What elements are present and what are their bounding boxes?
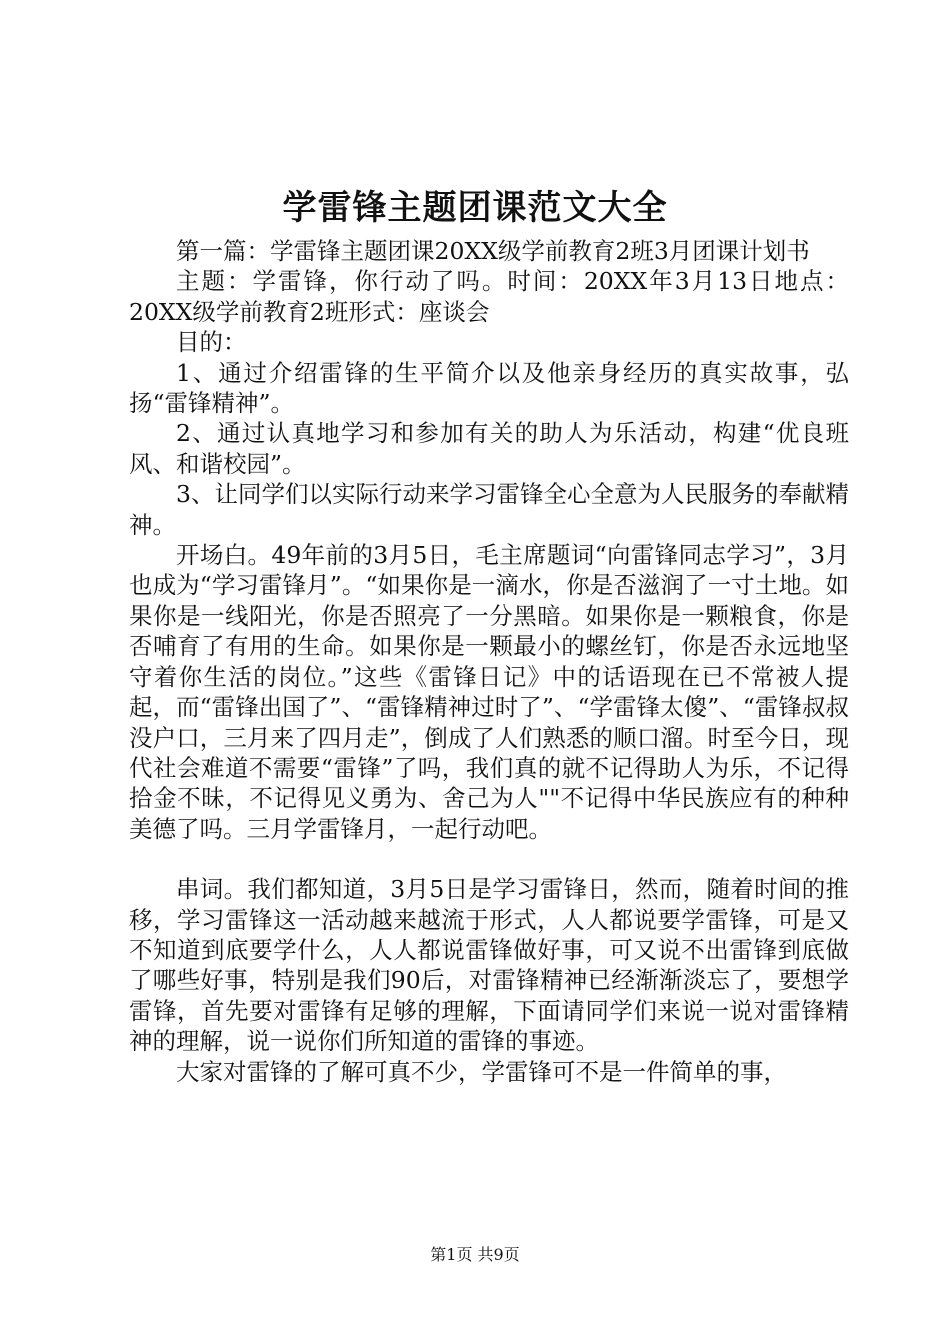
paragraph-9: 大家对雷锋的了解可真不少，学雷锋可不是一件简单的事， — [176, 1057, 787, 1086]
paragraph-1: 第一篇：学雷锋主题团课20XX级学前教育2班3月团课计划书 — [176, 237, 810, 265]
paragraph-3: 目的： — [176, 328, 247, 357]
document-body — [129, 236, 849, 1087]
paragraph-8: 串词。我们都知道，3月5日是学习雷锋日，然而，随着时间的推移，学习雷锋这一活动越来越流于形式，人人都说要学雷锋，可是又不知道到底要学什么，人人都说雷锋做好事，可又说不出雷锋到底做了哪些好事，特别是我们90后，对雷锋精神已经渐渐淡忘了，要想学雷锋，首先要对雷锋有足够的理解，下面请同学们来说一说对雷锋精神的理解，说一说你们所知道的雷锋的事迹。 — [129, 875, 849, 1056]
paragraph-6: 3、让同学们以实际行动来学习雷锋全心全意为人民服务的奉献精神。 — [129, 480, 849, 539]
paragraph-4: 1、通过介绍雷锋的生平简介以及他亲身经历的真实故事，弘扬“雷锋精神”。 — [129, 358, 849, 418]
paragraph-2: 主题：学雷锋，你行动了吗。时间：20XX年3月13日地点：20XX级学前教育2班形式：座谈会 — [129, 267, 849, 326]
page-footer: 第1页 共9页 — [430, 1245, 520, 1264]
paragraph-7: 开场白。49年前的3月5日，毛主席题词“向雷锋同志学习”，3月也成为“学习雷锋月”。“如果你是一滴水，你是否滋润了一寸土地。如果你是一线阳光，你是否照亮了一分黑暗。如果你是一颗粮食，你是否哺育了有用的生命。如果你是一颗最小的螺丝钉，你是否永远地坚守着你生活的岗位。”这些《雷锋日记》中的话语现在已不常被人提起，而“雷锋出国了”、“雷锋精神过时了”、“学雷锋太傻”、“雷锋叔叔没户口，三月来了四月走”，倒成了人们熟悉的顺口溜。时至今日，现代社会难道不需要“雷锋”了吗，我们真的就不记得助人为乐，不记得拾金不昧，不记得见义勇为、舍己为人""不记得中华民族应有的种种美德了吗。三月学雷锋月，一起行动吧。 — [129, 541, 849, 843]
document-title: 学雷锋主题团课范文大全 — [282, 188, 668, 228]
paragraph-5: 2、通过认真地学习和参加有关的助人为乐活动，构建“优良班风、和谐校园”。 — [129, 419, 849, 478]
